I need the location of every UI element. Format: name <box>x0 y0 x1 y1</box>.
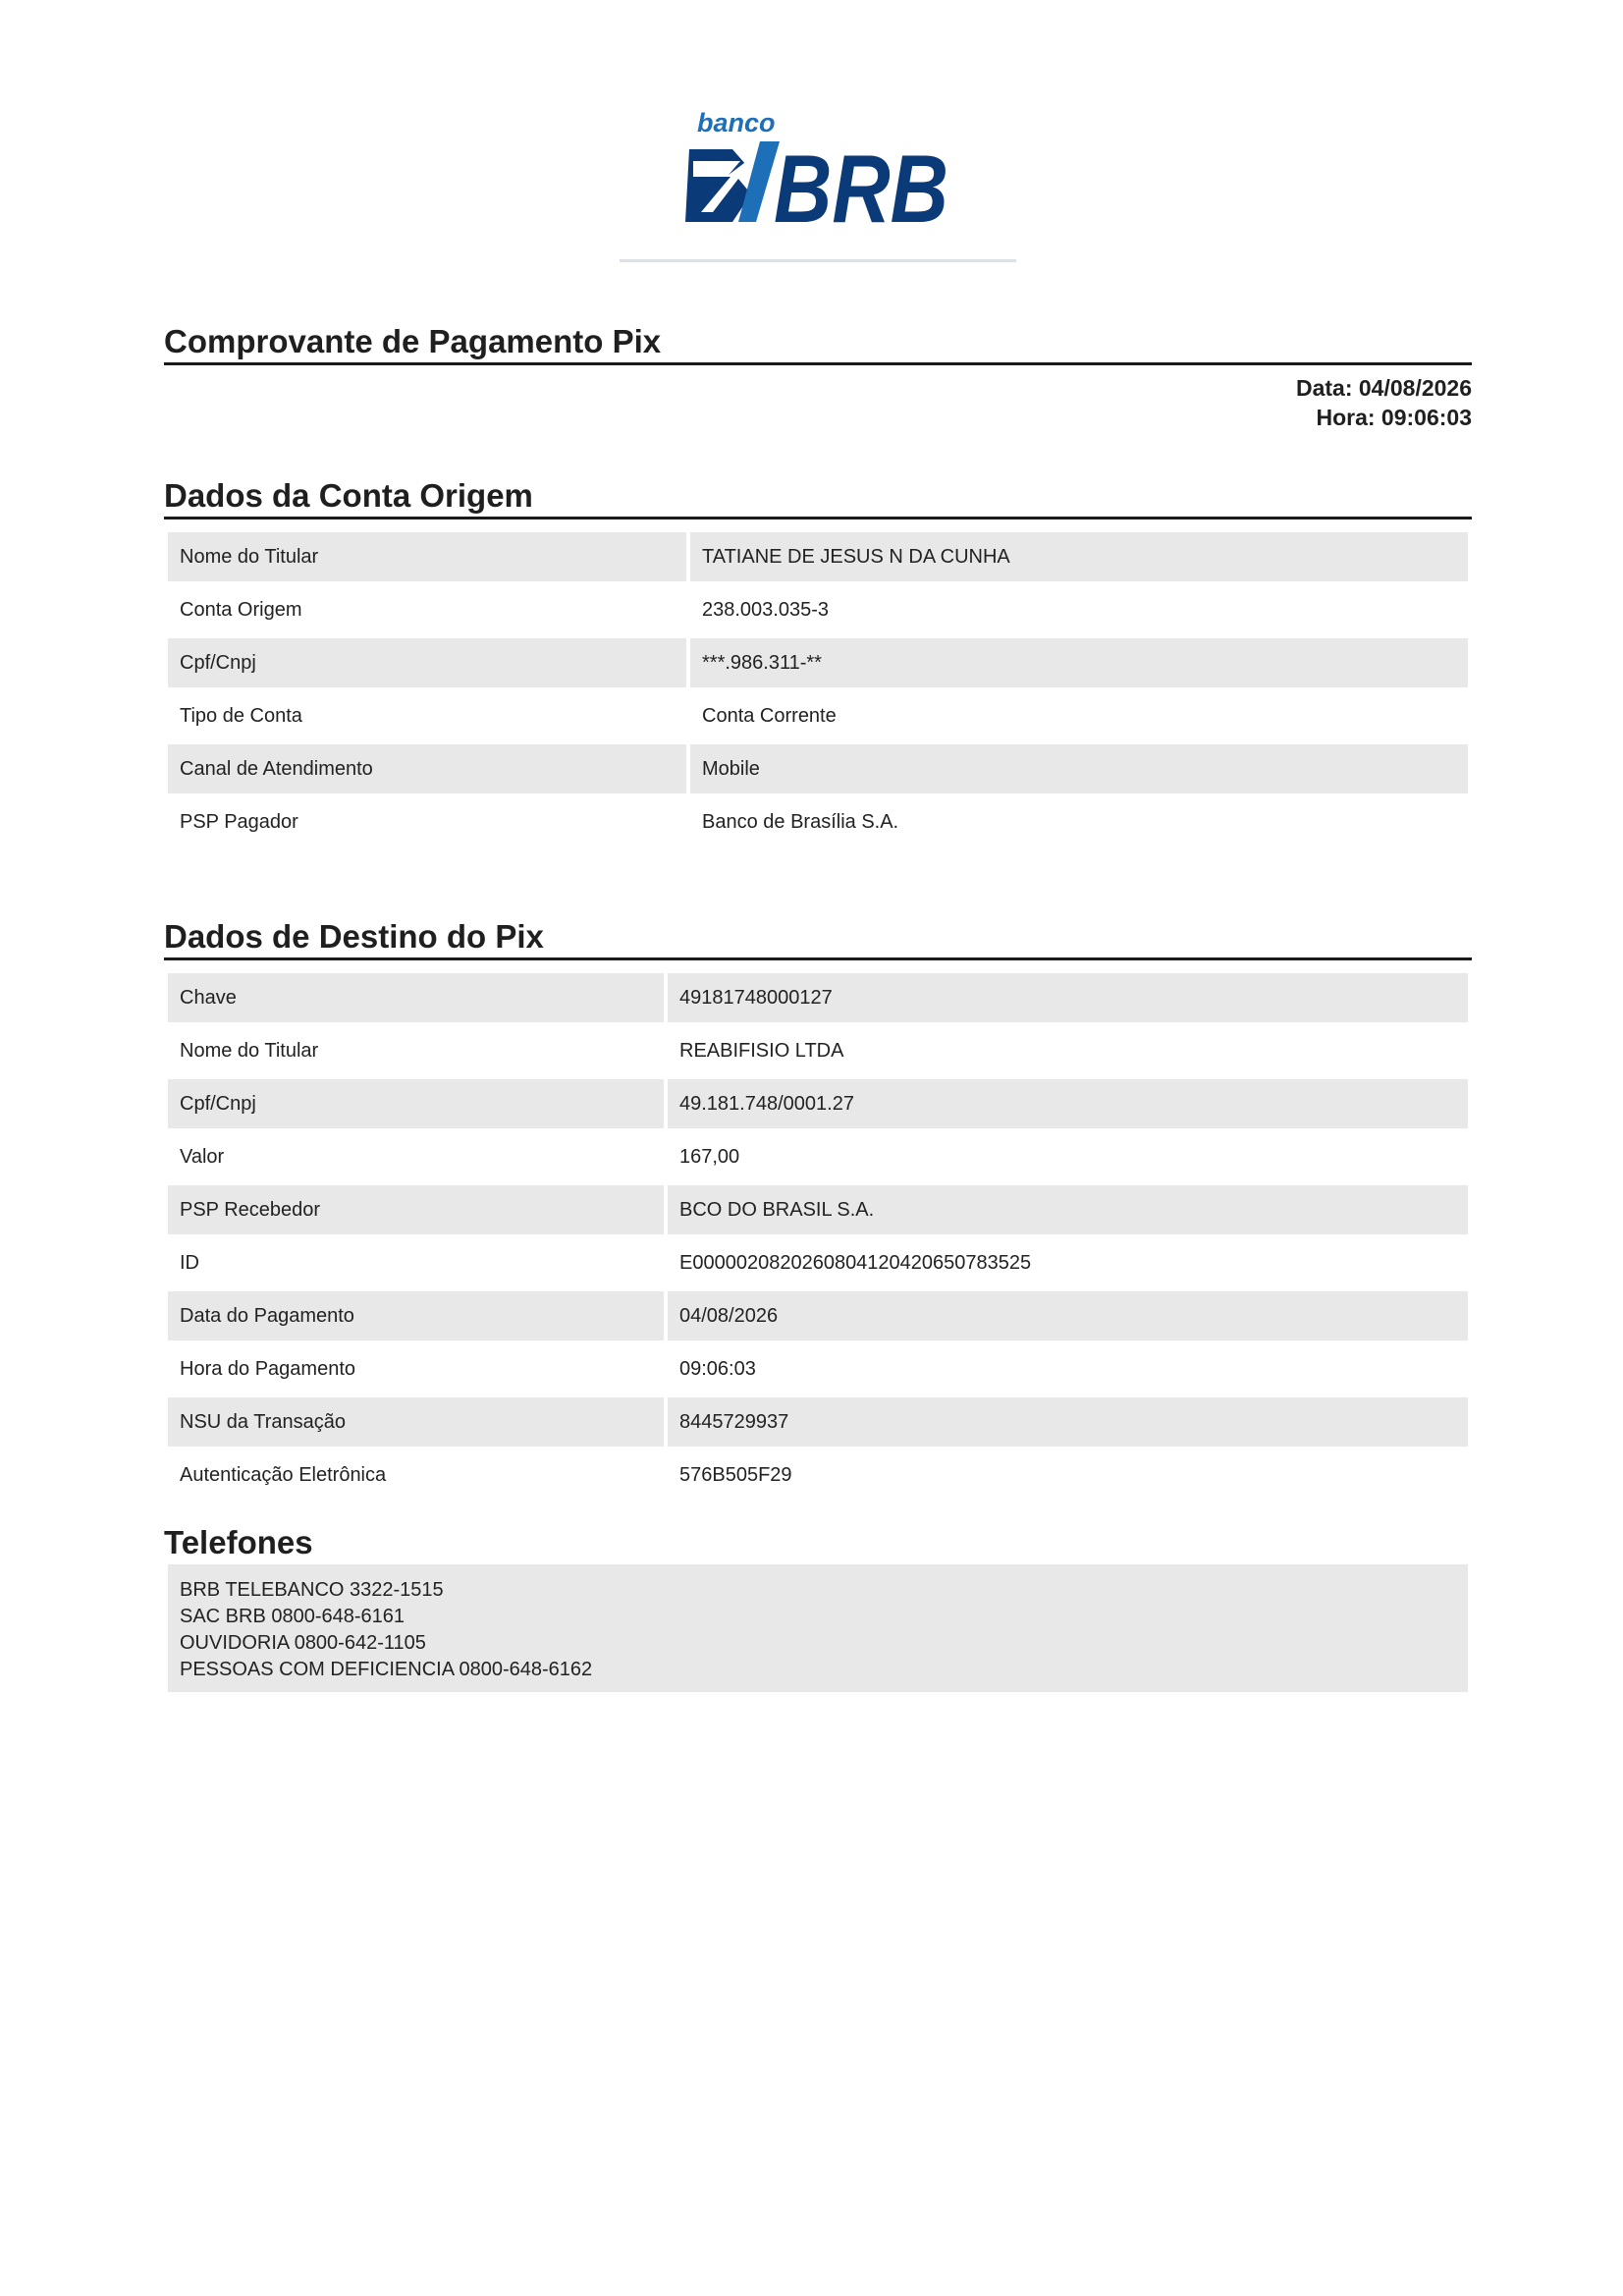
row-value: 09:06:03 <box>679 1357 756 1380</box>
row-label: PSP Pagador <box>180 810 298 833</box>
row-label: ID <box>180 1251 199 1274</box>
logo-banco-text: banco <box>697 108 776 137</box>
row-value: TATIANE DE JESUS N DA CUNHA <box>690 532 1468 581</box>
table-row <box>168 1079 1468 1128</box>
row-label: Nome do Titular <box>180 1039 319 1062</box>
table-row <box>168 744 1468 793</box>
date-line: Data: 04/08/2026 <box>1295 375 1472 401</box>
row-label: Hora do Pagamento <box>180 1357 356 1380</box>
row-label: Autenticação Eletrônica <box>180 1463 387 1486</box>
page-title: Comprovante de Pagamento Pix <box>164 323 1472 365</box>
row-label: Cpf/Cnpj <box>168 1079 664 1128</box>
row-value: 04/08/2026 <box>668 1291 1468 1340</box>
row-value: 576B505F29 <box>679 1463 792 1486</box>
row-value: 167,00 <box>679 1145 740 1168</box>
row-value: 49181748000127 <box>668 973 1468 1022</box>
table-row <box>168 1344 1468 1394</box>
table-row <box>168 1238 1468 1287</box>
phone-line: OUVIDORIA 0800-642-1105 <box>180 1632 426 1654</box>
table-row <box>168 1291 1468 1340</box>
table-row <box>168 1450 1468 1500</box>
row-label: Cpf/Cnpj <box>168 638 686 687</box>
row-label: NSU da Transação <box>168 1397 664 1447</box>
row-value: E00000208202608041204206507835​25 <box>679 1251 1032 1274</box>
telefones-section-title: Telefones <box>164 1524 313 1560</box>
table-row <box>168 1397 1468 1447</box>
table-row <box>168 638 1468 687</box>
row-value: BCO DO BRASIL S.A. <box>668 1185 1468 1234</box>
row-value: Mobile <box>690 744 1468 793</box>
logo-divider <box>620 259 1016 262</box>
row-value: ***.986.311-** <box>690 638 1468 687</box>
phone-line: BRB TELEBANCO 3322-1515 <box>180 1579 444 1601</box>
row-label: Conta Origem <box>180 598 302 621</box>
row-value: 238.003.035-3 <box>702 598 830 621</box>
row-value: 49.181.748/0001.27 <box>668 1079 1468 1128</box>
phone-line: PESSOAS COM DEFICIENCIA 0800-648-6162 <box>180 1659 593 1680</box>
row-label: Nome do Titular <box>168 532 686 581</box>
origem-section-title: Dados da Conta Origem <box>164 477 1472 519</box>
time-line: Hora: 09:06:03 <box>1316 405 1472 430</box>
row-value: REABIFISIO LTDA <box>679 1039 844 1062</box>
row-label: Chave <box>168 973 664 1022</box>
row-value: 8445729937 <box>668 1397 1468 1447</box>
destino-section-title: Dados de Destino do Pix <box>164 918 1472 960</box>
logo-brb-text: BRB <box>774 135 948 243</box>
table-row <box>168 1026 1468 1075</box>
datetime-block <box>1296 373 1472 432</box>
telefones-box <box>168 1564 1468 1692</box>
destino-table <box>164 969 1472 1503</box>
row-label: Canal de Atendimento <box>168 744 686 793</box>
table-row <box>168 797 1468 847</box>
table-row <box>168 691 1468 740</box>
row-label: Valor <box>180 1145 225 1168</box>
phone-line: SAC BRB 0800-648-6161 <box>180 1606 406 1627</box>
row-label: Data do Pagamento <box>168 1291 664 1340</box>
table-row <box>168 585 1468 634</box>
origem-table <box>164 528 1472 850</box>
brb-logo <box>683 106 950 243</box>
table-row <box>168 1185 1468 1234</box>
table-row <box>168 1132 1468 1181</box>
table-row <box>168 973 1468 1022</box>
row-value: Conta Corrente <box>702 704 837 727</box>
row-label: Tipo de Conta <box>180 704 302 727</box>
row-label: PSP Recebedor <box>168 1185 664 1234</box>
table-row <box>168 532 1468 581</box>
row-value: Banco de Brasília S.A. <box>702 810 899 833</box>
